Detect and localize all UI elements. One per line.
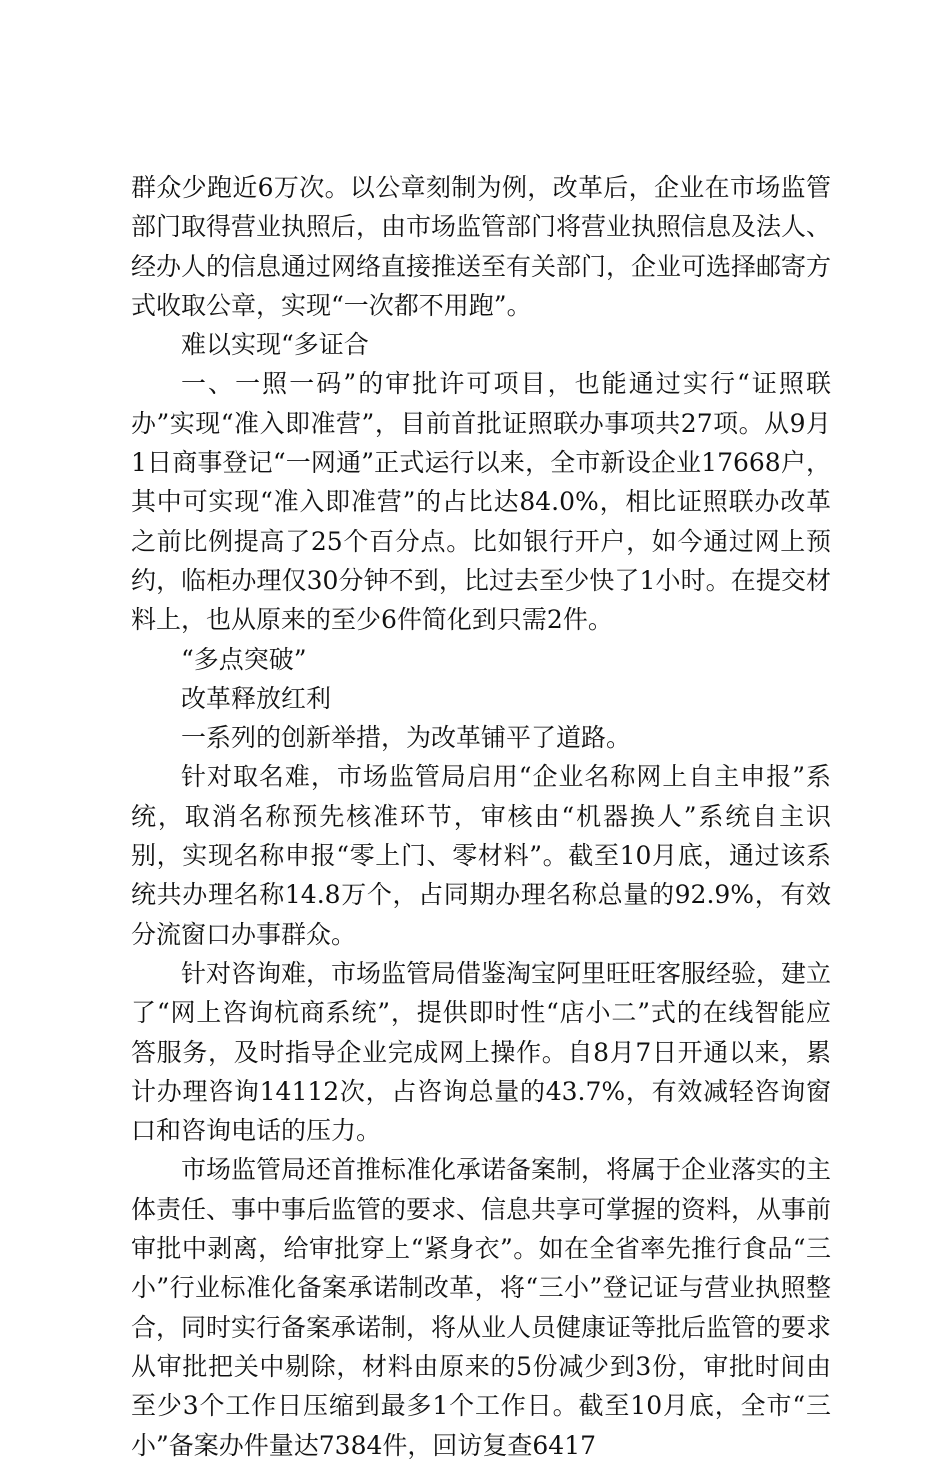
paragraph-9: 市场监管局还首推标准化承诺备案制，将属于企业落实的主体责任、事中事后监管的要求、信息共享可掌握的资料，从事前审批中剥离，给审批穿上“紧身衣”。如在全省率先推行食品“三小”行业标准化备案承诺制改革，将“三小”登记证与营业执照整合，同时实行备案承诺制，将从业人员健康证等批后监管的要求从审批把关中剔除，材料由原来的5份减少到3份，审批时间由至少3个工作日压缩到最多1个工作日。截至10月底，全市“三小”备案办件量达7384件，回访复查6417 (131, 1155, 832, 1460)
paragraph-4: “多点突破” (181, 644, 307, 674)
paragraph-3: 一、一照一码”的审批许可项目，也能通过实行“证照联办”实现“准入即准营”，目前首批证照联办事项共27项。从9月1日商事登记“一网通”正式运行以来，全市新设企业17668户，其中可实现“准入即准营”的占比达84.0%，相比证照联办改革之前比例提高了25个百分点。比如银行开户，如今通过网上预约，临柜办理仅30分钟不到，比过去至少快了1小时。在提交材料上，也从原来的至少6件简化到只需2件。 (131, 369, 831, 635)
paragraph-6: 一系列的创新举措，为改革铺平了道路。 (181, 723, 632, 753)
paragraph-2: 难以实现“多证合 (181, 330, 369, 360)
paragraph-8: 针对咨询难，市场监管局借鉴淘宝阿里旺旺客服经验，建立了“网上咨询杭商系统”，提供即时性“店小二”式的在线智能应答服务，及时指导企业完成网上操作。自8月7日开通以来，累计办理咨询14112次，占咨询总量的43.7%，有效减轻咨询窗口和咨询电话的压力。 (131, 958, 832, 1146)
document-body (131, 168, 831, 1465)
paragraph-1: 群众少跑近6万次。以公章刻制为例，改革后，企业在市场监管部门取得营业执照后，由市场监管部门将营业执照信息及法人、经办人的信息通过网络直接推送至有关部门，企业可选择邮寄方式收取公章，实现“一次都不用跑”。 (131, 173, 832, 320)
paragraph-7: 针对取名难，市场监管局启用“企业名称网上自主申报”系统，取消名称预先核准环节，审核由“机器换人”系统自主识别，实现名称申报“零上门、零材料”。截至10月底，通过该系统共办理名称14.8万个，占同期办理名称总量的92.9%，有效分流窗口办事群众。 (131, 762, 831, 949)
paragraph-5: 改革释放红利 (181, 683, 332, 713)
